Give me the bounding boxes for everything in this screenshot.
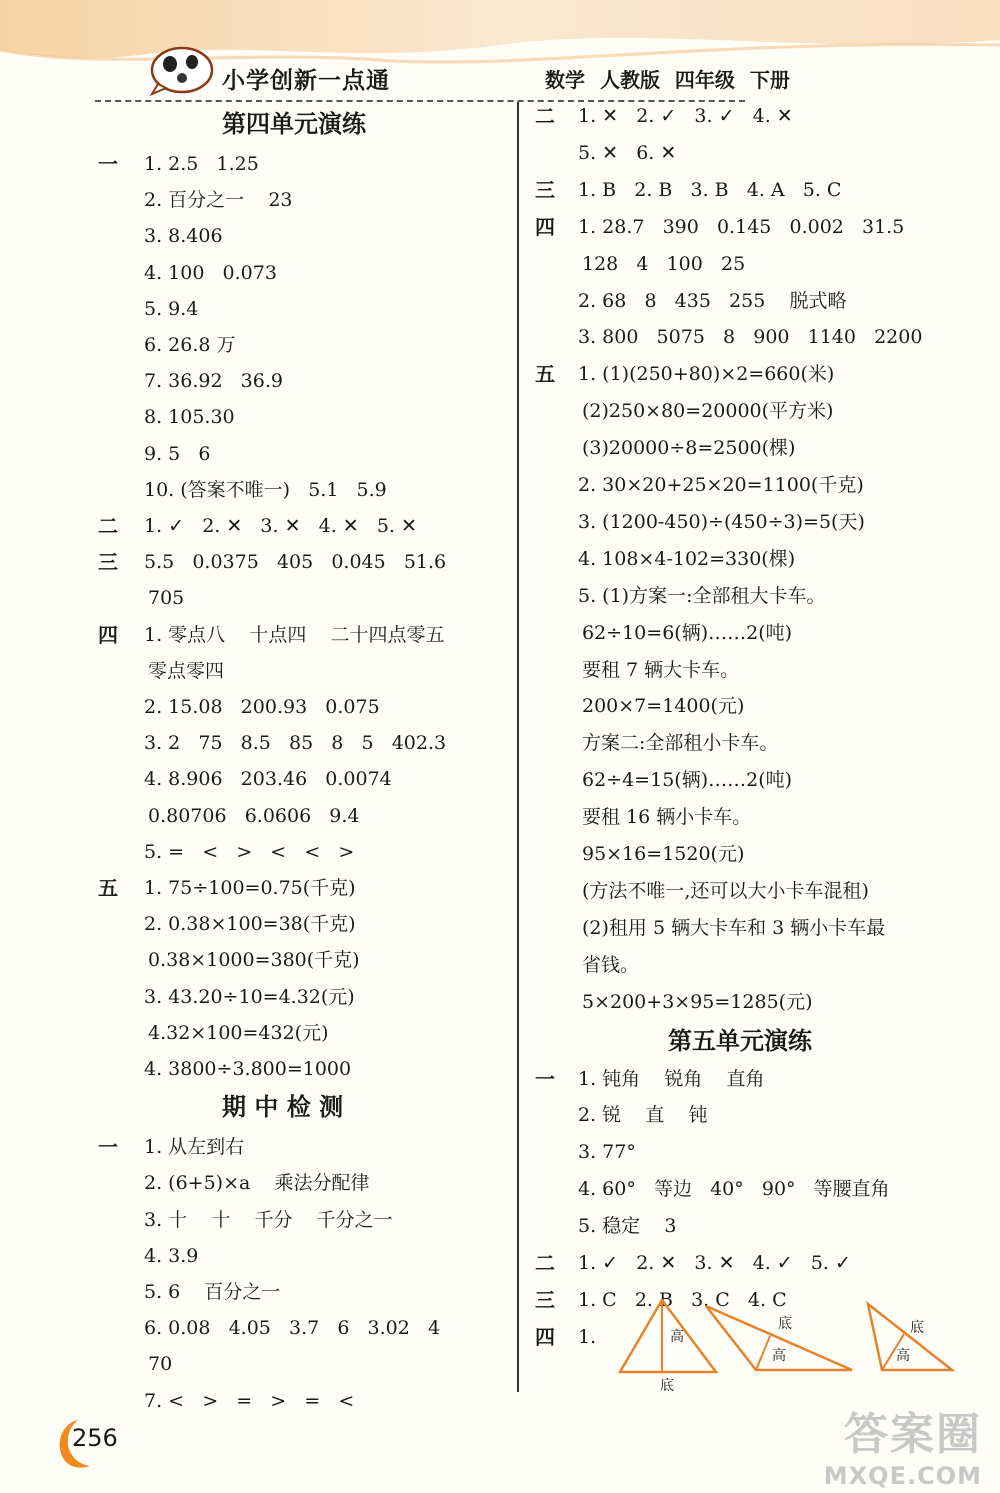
answer-line: 6. 26.8 万 (144, 334, 236, 356)
answer-line: 6. 0.08 4.05 3.7 6 3.02 4 (144, 1317, 441, 1340)
answer-line: 705 (148, 587, 185, 610)
answer-line: 4. 100 0.073 (144, 261, 277, 284)
answer-line: 4.32×100=432(元) (148, 1021, 329, 1044)
answer-line: 3. 77° (578, 1141, 636, 1164)
section-marker: 五 (535, 362, 555, 387)
base-label: 底 (660, 1378, 674, 1394)
answer-line: 2. 68 8 435 255 脱式略 (578, 289, 847, 312)
answer-line: 方案二:全部租小卡车。 (582, 732, 779, 755)
answer-line: 5. 稳定 3 (578, 1215, 677, 1238)
answer-line: 零点零四 (148, 659, 225, 682)
answer-line: 2. 锐 直 钝 (578, 1104, 708, 1127)
answer-line: 2. 百分之一 23 (144, 189, 293, 212)
answer-line: (方法不唯一,还可以大小卡车混租) (582, 879, 869, 902)
answer-line: 0.80706 6.0606 9.4 (148, 804, 360, 827)
answer-line: 5. ✕ 6. ✕ (578, 141, 677, 164)
answer-line: 1. ✕ 2. ✓ 3. ✓ 4. ✕ (578, 105, 793, 127)
answer-line: 4. 3.9 (144, 1244, 199, 1267)
answer-line: 200×7=1400(元) (582, 695, 745, 718)
answer-line: 省钱。 (582, 953, 640, 976)
answer-line: 3. 十 十 千分 千分之一 (144, 1208, 393, 1231)
answer-line: (2)250×80=20000(平方米) (582, 400, 834, 423)
answer-line: 5.5 0.0375 405 0.045 51.6 (144, 551, 447, 574)
height-label: 高 (670, 1329, 684, 1345)
answer-line: 8. 105.30 (144, 406, 235, 429)
answer-line: 10. (答案不唯一) 5.1 5.9 (144, 478, 387, 501)
answer-line: 2. (6+5)×a 乘法分配律 (144, 1172, 370, 1195)
section-marker: 五 (98, 876, 118, 900)
section-marker: 一 (98, 1135, 118, 1160)
answer-line: 1. 2.5 1.25 (144, 153, 259, 175)
answer-line: 4. 60° 等边 40° 90° 等腰直角 (578, 1178, 890, 1201)
answer-line: 1. 从左到右 (144, 1136, 245, 1159)
answer-line: 3. (1200-450)÷(450÷3)=5(天) (578, 510, 865, 533)
answer-line: 2. 30×20+25×20=1100(千克) (578, 474, 864, 496)
base-label: 底 (778, 1316, 792, 1332)
answer-line: (2)租用 5 辆大卡车和 3 辆小卡车最 (582, 916, 886, 939)
section-marker: 四 (98, 622, 118, 647)
answer-line: 5. 6 百分之一 (144, 1281, 281, 1303)
answer-line: 3. 800 5075 8 900 1140 2200 (578, 326, 923, 349)
answer-line: 1. (1)(250+80)×2=660(米) (578, 363, 835, 386)
answer-line: 1. 零点八 十点四 二十四点零五 (144, 623, 445, 646)
answer-line: 4. 8.906 203.46 0.0074 (144, 768, 392, 791)
section-marker: 二 (535, 1251, 555, 1275)
section-heading: 第五单元演练 (668, 1025, 812, 1055)
triangle-2 (706, 1306, 852, 1370)
answer-line: 5. = < > < < > (144, 840, 355, 863)
section-marker: 一 (535, 1066, 555, 1091)
answer-line: 3. 8.406 (144, 225, 223, 248)
section-marker: 三 (535, 1287, 555, 1312)
base-label: 底 (910, 1320, 924, 1336)
answer-line: (3)20000÷8=2500(棵) (582, 437, 796, 460)
section-marker: 二 (535, 104, 555, 128)
answer-line: 128 4 100 25 (582, 252, 746, 275)
section-marker: 四 (535, 214, 555, 239)
answer-line: 1. ✓ 2. ✕ 3. ✕ 4. ✕ 5. ✕ (144, 515, 417, 537)
answer-line: 1. C 2. B 3. C 4. C (578, 1288, 787, 1311)
answer-line: 0.38×1000=380(千克) (148, 949, 360, 972)
book-info: 数学 人教版 四年级 下册 (545, 68, 790, 92)
answer-line: 1. 28.7 390 0.145 0.002 31.5 (578, 215, 905, 238)
section-marker: 一 (98, 152, 118, 176)
answer-line: 3. 2 75 8.5 85 8 5 402.3 (144, 732, 447, 755)
answer-line: 2. 0.38×100=38(千克) (144, 913, 356, 936)
answer-line: 95×16=1520(元) (582, 843, 745, 865)
watermark-line2: MXQE.COM (823, 1462, 982, 1490)
column-divider (517, 102, 519, 1392)
answer-line: 1. 75÷100=0.75(千克) (144, 877, 356, 899)
answer-line: 4. 108×4-102=330(棵) (578, 547, 796, 570)
answer-line: 1. (578, 1325, 597, 1348)
answer-line: 62÷10=6(辆)……2(吨) (582, 621, 793, 644)
height-label: 高 (896, 1348, 910, 1364)
triangles-figure (612, 1296, 962, 1396)
section-marker: 三 (535, 177, 555, 202)
answer-line: 1. B 2. B 3. B 4. A 5. C (578, 178, 842, 201)
answer-line: 3. 43.20÷10=4.32(元) (144, 985, 355, 1008)
section-marker: 四 (535, 1324, 555, 1349)
answer-line: 1. 钝角 锐角 直角 (578, 1067, 765, 1090)
answer-line: 9. 5 6 (144, 442, 211, 465)
watermark (824, 1398, 982, 1490)
triangle-3 (868, 1304, 952, 1370)
triangle-1 (620, 1300, 716, 1394)
section-heading: 期 中 检 测 (222, 1092, 344, 1122)
answer-line: 要租 7 辆大卡车。 (582, 658, 740, 681)
page-number: 256 (72, 1424, 118, 1452)
answer-line: 要租 16 辆小卡车。 (582, 806, 752, 829)
answer-line: 2. 15.08 200.93 0.075 (144, 696, 380, 718)
section-marker: 三 (98, 550, 118, 575)
header-divider (95, 100, 745, 102)
height-label: 高 (772, 1348, 786, 1364)
answer-line: 70 (148, 1353, 173, 1376)
section-heading: 第四单元演练 (222, 109, 366, 138)
answer-line: 5. 9.4 (144, 297, 199, 320)
answer-line: 7. < > = > = < (144, 1389, 355, 1412)
series-title: 小学创新一点通 (222, 68, 390, 94)
answer-line: 1. ✓ 2. ✕ 3. ✕ 4. ✓ 5. ✓ (578, 1252, 851, 1274)
section-marker: 二 (98, 514, 118, 538)
logo-icon (148, 44, 216, 96)
watermark-line1: 答案圈 (844, 1409, 982, 1460)
answer-line: 62÷4=15(辆)……2(吨) (582, 769, 793, 792)
answer-line: 5×200+3×95=1285(元) (582, 990, 813, 1013)
answer-line: 4. 3800÷3.800=1000 (144, 1058, 352, 1080)
answer-line: 5. (1)方案一:全部租大卡车。 (578, 584, 826, 607)
answer-line: 7. 36.92 36.9 (144, 370, 283, 393)
